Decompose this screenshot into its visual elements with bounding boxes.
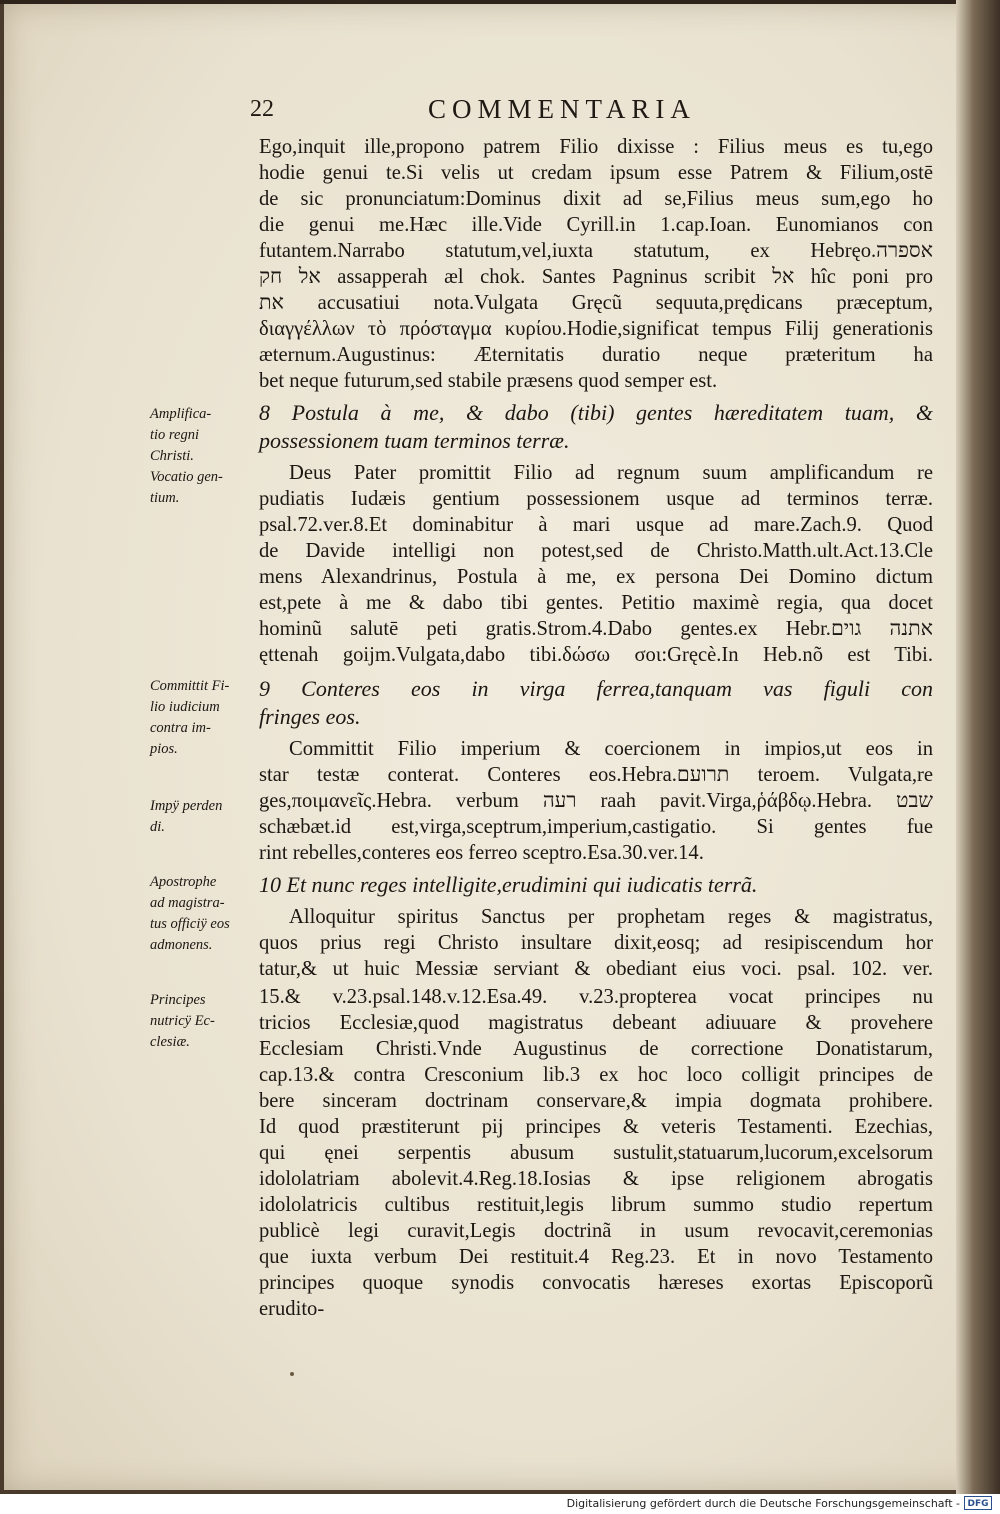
dfg-logo: DFG [964, 1496, 992, 1510]
page-number: 22 [250, 96, 274, 122]
running-head: COMMENTARIA [428, 94, 696, 124]
catchword [870, 1322, 940, 1348]
text-line: את accusatiui nota.Vulgata Gręcũ sequuta,prędicans præceptum, [259, 292, 933, 314]
text-line: idololatricis cultibus restituit,legis librum summo studio repertum [259, 1194, 933, 1216]
text-line: 15.& v.23.psal.148.v.12.Esa.49. v.23.propterea vocat principes nu [259, 986, 933, 1008]
text-line: bere sinceram doctrinam conservare,& impia dogmata prohibere. [259, 1090, 933, 1112]
marginal-line: Impÿ perden [150, 798, 223, 814]
text-line: Ecclesiam Christi.Vnde Augustinus de correctione Donatistarum, [259, 1038, 933, 1060]
text-line: ges,ποιμανεῖς.Hebra. verbum רעה raah pavit.Virga,ῥάβδῳ.Hebra. שבט [259, 790, 933, 812]
marginal-note [150, 676, 258, 760]
marginal-line: Committit Fi- [150, 678, 230, 694]
marginal-line: admonens. [150, 937, 213, 953]
text-line: æternum.Augustinus: Æternitatis duratio neque præteritum ha [259, 344, 933, 366]
marginal-line: contra im- [150, 720, 211, 736]
text-line: est,pete à me & dabo tibi gentes. Petitio maximè regia, qua docet [259, 592, 933, 614]
marginal-note [150, 872, 258, 956]
marginal-line: nutricÿ Ec- [150, 1013, 215, 1029]
text-line: bet neque futurum,sed stabile præsens quod semper est. [259, 370, 718, 392]
text-line: qui ęnei serpentis abusum sustulit,statuarum,lucorum,excelsorum [259, 1142, 933, 1164]
marginal-note [150, 796, 258, 838]
marginal-line: Apostrophe [150, 874, 217, 890]
text-line: אל חק assapperah æl chok. Santes Pagninus scribit אל hîc poni pro [259, 266, 933, 288]
text-line: publicè legi curavit,Legis doctrinã in usum revocavit,ceremonias [259, 1220, 933, 1242]
verse-line: 9 Conteres eos in virga ferrea,tanquam vas figuli con [259, 676, 933, 701]
text-line: rint rebelles,conteres eos ferreo sceptro.Esa.30.ver.14. [259, 842, 704, 864]
text-line: cap.13.& contra Cresconium lib.3 ex hoc loco colligit principes de [259, 1064, 933, 1086]
footer-credit: Digitalisierung gefördert durch die Deutsche Forschungsgemeinschaft - [566, 1497, 960, 1510]
text-line: διαγγέλλων τὸ πρόσταγμα κυρίου.Hodie,significat tempus Filij generationis [259, 318, 933, 340]
text-line: psal.72.ver.8.Et dominabitur à mari usque ad mare.Zach.9. Quod [259, 514, 933, 536]
verse-line: 8 Postula à me, & dabo (tibi) gentes hæreditatem tuam, & [259, 400, 933, 425]
verse-line: fringes eos. [259, 704, 361, 729]
text-line: erudito- [259, 1298, 325, 1320]
marginal-line: di. [150, 819, 165, 835]
marginal-note [150, 404, 258, 509]
text-line: Committit Filio imperium & coercionem in impios,ut eos in [289, 738, 933, 760]
text-line: tatur,& ut huic Messiæ serviant & obediant eius voci. psal. 102. ver. [259, 958, 933, 980]
text-line: idololatriam abolevit.4.Reg.18.Iosias & ipse religionem abrogatis [259, 1168, 933, 1190]
marginal-line: tio regni [150, 427, 200, 443]
text-line: de sic pronunciatum:Dominus dixit ad se,Filius meus sum,ego ho [259, 188, 933, 210]
text-line: Ego,inquit ille,propono patrem Filio dixisse : Filius meus es tu,ego [259, 136, 933, 158]
text-line: tricios Ecclesiæ,quod magistratus debeant adiuuare & provehere [259, 1012, 933, 1034]
text-line: Deus Pater promittit Filio ad regnum suum amplificandum re [289, 462, 933, 484]
marginal-line: Christi. [150, 448, 194, 464]
text-line: Alloquitur spiritus Sanctus per prophetam reges & magistratus, [289, 906, 933, 928]
marginal-line: pios. [150, 741, 178, 757]
text-line: de Davide intelligi non potest,sed de Christo.Matth.ult.Act.13.Cle [259, 540, 933, 562]
text-line: hodie genui te.Si velis ut credam ipsum esse Patrem & Filium,ostē [259, 162, 933, 184]
text-line: mens Alexandrinus, Postula à me, ex persona Dei Domino dictum [259, 566, 933, 588]
text-line: pudiatis Iudæis gentium possessionem usque ad terminos terræ. [259, 488, 933, 510]
marginal-line: ad magistra- [150, 895, 225, 911]
text-line: schæbæt.id est,virga,sceptrum,imperium,castigatio. Si gentes fue [259, 816, 933, 838]
text-line: que iuxta verbum Dei restituit.4 Reg.23. Et in novo Testamento [259, 1246, 933, 1268]
ink-speck [290, 1372, 294, 1376]
text-line: ęttenah goijm.Vulgata,dabo tibi.δώσω σοι:Gręcè.In Heb.nõ est Tibi. [259, 644, 933, 666]
text-line: quos prius regi Christo insultare dixit,eosq; ad resipiscendum hor [259, 932, 933, 954]
marginal-line: tium. [150, 490, 180, 506]
text-line: principes quoque synodis convocatis hæreses exortas Episcoporũ [259, 1272, 933, 1294]
marginal-line: tus officiÿ eos [150, 916, 230, 932]
text-line: Id quod præstiterunt pij principes & veteris Testamenti. Ezechias, [259, 1116, 933, 1138]
marginal-line: Amplifica- [150, 406, 212, 422]
marginal-line: clesiæ. [150, 1034, 190, 1050]
text-line: hominũ salutē peti gratis.Strom.4.Dabo gentes.ex Hebr.אתנה גוים [259, 618, 933, 640]
page-gutter [956, 0, 1000, 1494]
scan-footer [0, 1494, 1000, 1514]
marginal-line: lio iudicium [150, 699, 220, 715]
verse-line: possessionem tuam terminos terræ. [259, 428, 570, 453]
text-line: star testæ conterat. Conteres eos.Hebra.תרועם teroem. Vulgata,re [259, 764, 933, 786]
text-line: futantem.Narrabo statutum,vel,iuxta statutum, ex Hebręo.אספרה [259, 240, 933, 262]
text-line: die genui me.Hæc ille.Vide Cyrill.in 1.cap.Ioan. Eunomianos con [259, 214, 933, 236]
marginal-note [150, 990, 258, 1053]
verse-line: 10 Et nunc reges intelligite,erudimini qui iudicatis terrã. [259, 872, 758, 897]
marginal-line: Principes [150, 992, 206, 1008]
marginal-line: Vocatio gen- [150, 469, 223, 485]
